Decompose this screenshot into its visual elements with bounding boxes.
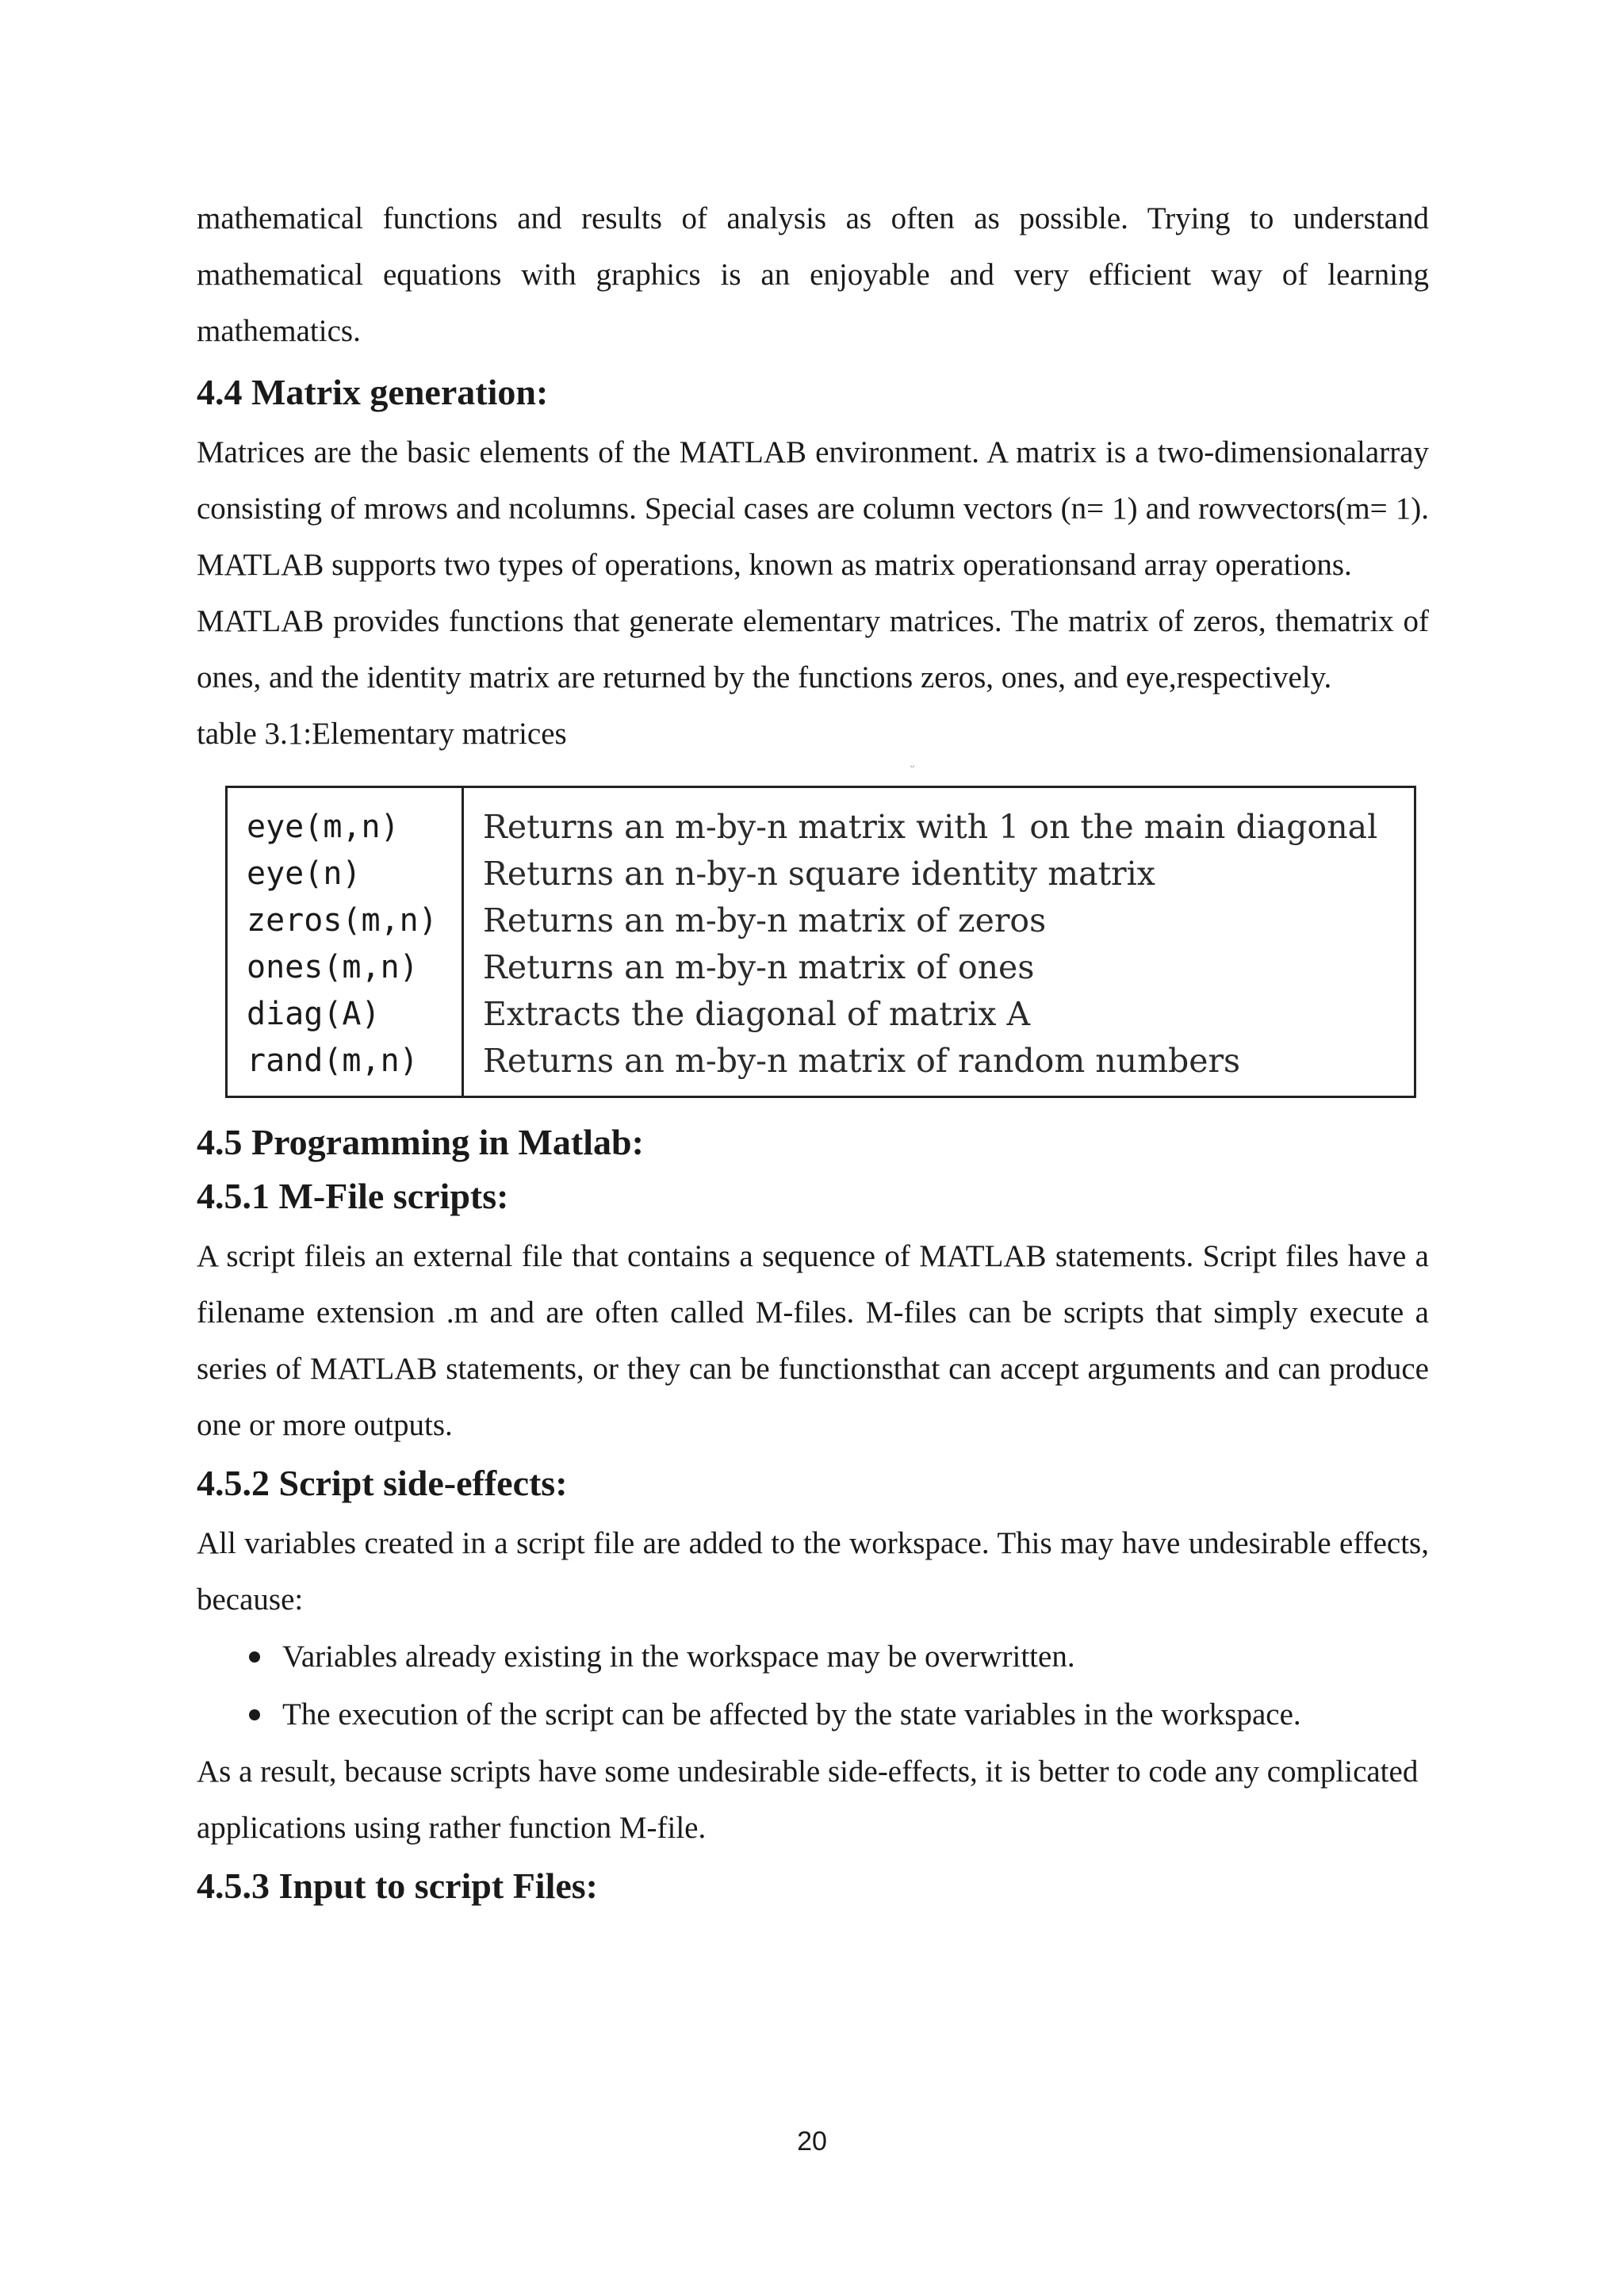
scan-mark: ᵕ <box>910 759 915 775</box>
matrix-paragraph-2: MATLAB provides functions that generate elementary matrices. The matrix of zeros, thematrix of ones, and the identity matrix are returned by the functions zeros, ones, and eye,respectively. <box>197 604 1429 695</box>
function-code: rand(m,n) <box>247 1043 419 1079</box>
function-code: diag(A) <box>247 996 381 1032</box>
bullet-icon <box>249 1709 260 1720</box>
section-heading-4-5-1: 4.5.1 M-File scripts: <box>197 1176 509 1216</box>
page-content <box>197 190 1429 1918</box>
table-caption: table 3.1:Elementary matrices <box>197 717 567 751</box>
function-description: Returns an m-by-n matrix of ones <box>483 948 1035 986</box>
section-heading-4-5: 4.5 Programming in Matlab: <box>197 1122 644 1162</box>
matrix-paragraph-1: Matrices are the basic elements of the MATLAB environment. A matrix is a two-dimensionalarray consisting of mrows and ncolumns. Special cases are column vectors (n= 1) and rowvectors(m= 1). MATLAB supports two types of operations, known as matrix operationsand array operations. <box>197 435 1429 582</box>
side-effects-paragraph: All variables created in a script file are added to the workspace. This may have undesirable effects, because: <box>197 1526 1429 1617</box>
list-item <box>244 1686 1429 1743</box>
function-code: eye(n) <box>247 855 362 892</box>
function-code: zeros(m,n) <box>247 902 438 939</box>
function-column <box>228 788 464 1096</box>
function-code: eye(m,n) <box>247 809 400 845</box>
function-description: Returns an m-by-n matrix of random numbers <box>483 1042 1241 1080</box>
description-column <box>464 788 1414 1096</box>
side-effects-list <box>197 1628 1429 1743</box>
mfile-paragraph: A script fileis an external file that contains a sequence of MATLAB statements. Script files have a filename extension .m and are often called M-files. M-files can be scripts that simply execute a series of MATLAB statements, or they can be functionsthat can accept arguments and can produce one or more outputs. <box>197 1239 1429 1442</box>
function-description: Extracts the diagonal of matrix A <box>483 995 1031 1033</box>
elementary-matrices-table <box>225 786 1416 1098</box>
page-number: 20 <box>797 2126 827 2156</box>
function-description: Returns an m-by-n matrix of zeros <box>483 901 1047 939</box>
function-description: Returns an m-by-n matrix with 1 on the main diagonal <box>483 808 1378 846</box>
intro-paragraph: mathematical functions and results of analysis as often as possible. Trying to understand mathematical equations with graphics is an enjoyable and very efficient way of learning mathematics. <box>197 201 1429 348</box>
function-description: Returns an n-by-n square identity matrix <box>483 855 1155 893</box>
bullet-icon <box>249 1651 260 1663</box>
elementary-matrices-figure <box>197 759 1429 1084</box>
list-item-text: Variables already existing in the workspace may be overwritten. <box>282 1640 1075 1674</box>
conclusion-paragraph: As a result, because scripts have some undesirable side-effects, it is better to code any complicated applications using rather function M-file. <box>197 1755 1419 1845</box>
section-heading-4-4: 4.4 Matrix generation: <box>197 372 549 412</box>
list-item <box>244 1628 1429 1686</box>
function-code: ones(m,n) <box>247 949 419 985</box>
list-item-text: The execution of the script can be affected by the state variables in the workspace. <box>282 1697 1301 1732</box>
section-heading-4-5-3: 4.5.3 Input to script Files: <box>197 1866 598 1906</box>
section-heading-4-5-2: 4.5.2 Script side-effects: <box>197 1463 568 1503</box>
